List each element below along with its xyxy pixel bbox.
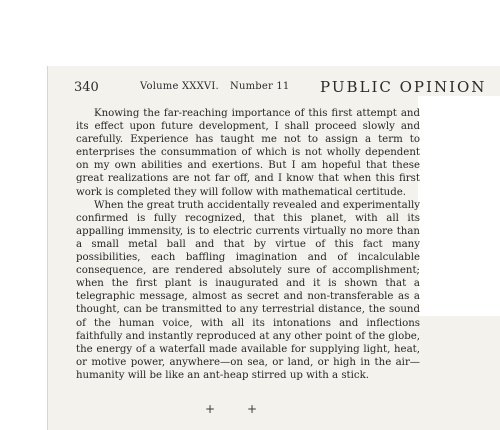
publication-title: PUBLIC OPINION <box>320 78 487 96</box>
issue-number: Number 11 <box>230 81 290 92</box>
ornament-right: + <box>247 402 258 416</box>
article-body <box>76 107 420 382</box>
paragraph-2: When the great truth accidentally revealed and experimentally confirmed is fully recognized, that this planet, with all its appalling immensity, is to electric currents virtually no more than a small metal ball and that by virtue of this fact many possibilities, each baffling imagination and of incalculable consequence, are rendered absolutely sure of accomplishment; when the first plant is inaugurated and it is shown that a telegraphic message, almost as secret and non-transferable as a thought, can be transmitted to any terrestrial distance, the sound of the human voice, with all its intonations and inflections faithfully and instantly reproduced at any other point of the globe, the energy of a waterfall made available for supplying light, heat, or motive power, anywhere—on sea, or land, or high in the air—humanity will be like an ant-heap stirred up with a stick. <box>76 199 420 381</box>
volume-label: Volume XXXVI. <box>140 81 219 92</box>
page-number: 340 <box>74 80 99 95</box>
scan-edge-mask <box>418 96 500 316</box>
ornament-left: + <box>205 402 216 416</box>
page-header <box>74 76 494 98</box>
paragraph-1: Knowing the far-reaching importance of this first attempt and its effect upon future development, I shall proceed slowly and carefully. Experience has taught me not to assign a term to enterprises the consummation of which is not wholly dependent on my own abilities and exertions. But I am hopeful that these great realizations are not far off, and I know that when this first work is completed they will follow with mathematical certitude. <box>76 108 420 198</box>
section-ornaments <box>195 402 275 418</box>
